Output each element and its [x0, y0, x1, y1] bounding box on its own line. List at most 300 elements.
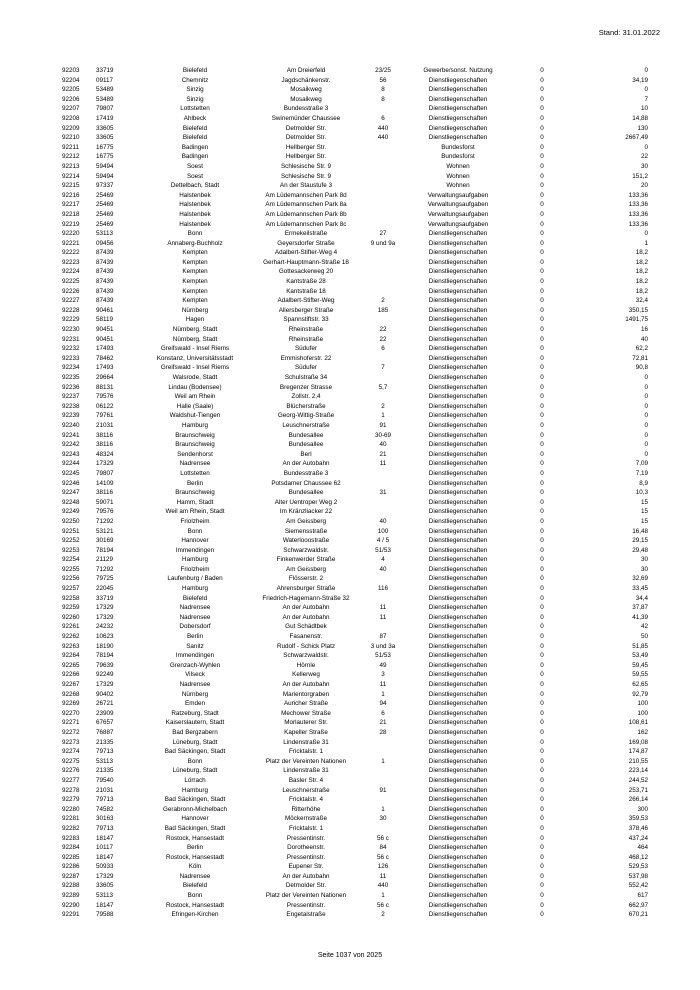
table-cell: 0 [540, 230, 544, 238]
table-cell: Wohnen [446, 162, 470, 170]
table-row [62, 728, 648, 738]
table-cell [358, 594, 408, 604]
table-row [62, 555, 648, 565]
table-cell [358, 469, 408, 479]
table-cell: 92223 [62, 258, 80, 266]
table-cell: Dettelbach, Stadt [170, 182, 220, 190]
table-cell: Halstenbek [179, 191, 211, 199]
table-cell: Friolzheim [180, 565, 210, 573]
table-cell: Gerabronn-Michelbach [162, 805, 228, 813]
table-cell: 92239 [62, 412, 80, 420]
table-cell: 0 [540, 278, 544, 286]
table-cell: Dienstliegenschaften [428, 460, 488, 468]
table-cell: Soest [186, 172, 204, 180]
table-row [62, 287, 648, 297]
table-cell: Geyersdorfer Straße [277, 239, 335, 247]
table-cell: 92230 [62, 326, 80, 334]
table-cell: Rostock, Hansestadt [165, 834, 225, 842]
table-cell: 0 [540, 258, 544, 266]
table-cell: Halstenbek [179, 210, 211, 218]
table-cell: 0 [644, 421, 648, 429]
table-cell: 0 [540, 479, 544, 487]
table-cell: 223,14 [628, 767, 648, 775]
table-cell: 79807 [96, 469, 114, 477]
table-cell: Hamburg [182, 556, 208, 564]
table-cell: Bielefeld [182, 882, 208, 890]
table-cell: 79713 [96, 824, 114, 832]
table-cell: 92288 [62, 882, 80, 890]
table-cell: 92249 [62, 508, 80, 516]
table-cell: Kempten [182, 278, 208, 286]
table-cell: Rostock, Hansestadt [165, 901, 225, 909]
table-cell: 32,4 [635, 297, 648, 305]
table-cell: Kellerweg [292, 671, 320, 679]
table-row [62, 354, 648, 364]
table-cell: 552,42 [628, 882, 648, 890]
table-cell: Dienstliegenschaften [428, 786, 488, 794]
table-cell: 6 [381, 345, 385, 353]
table-cell: 67657 [96, 719, 114, 727]
table-cell: 0 [540, 815, 544, 823]
table-cell: Dienstliegenschaften [428, 892, 488, 900]
table-row [62, 191, 648, 201]
table-cell: Hellberger Str. [285, 153, 327, 161]
table-cell: Dienstliegenschaften [428, 565, 488, 573]
table-cell: Bundesstraße 3 [283, 469, 329, 477]
table-cell: Kempten [182, 297, 208, 305]
table-cell: Dienstliegenschaften [428, 738, 488, 746]
table-cell: Dienstliegenschaften [428, 546, 488, 554]
table-cell: 92226 [62, 287, 80, 295]
table-cell: 97337 [96, 182, 114, 190]
table-cell: 0 [540, 354, 544, 362]
table-cell: Dienstliegenschaften [428, 431, 488, 439]
page-number: Seite 1037 von 2025 [317, 952, 383, 959]
table-cell: 30 [379, 815, 387, 823]
table-cell: 16775 [96, 153, 114, 161]
table-cell: Fricktalstr. 4 [289, 796, 323, 804]
table-cell [358, 354, 408, 364]
table-cell: 92254 [62, 556, 80, 564]
table-cell: Grenzach-Wyhlen [169, 661, 221, 669]
table-cell [358, 738, 408, 748]
table-cell: Schwarzwaldstr. [283, 652, 329, 660]
table-cell: 92217 [62, 201, 80, 209]
table-cell: Dienstliegenschaften [428, 748, 488, 756]
table-cell: 133,36 [628, 191, 648, 199]
table-cell: 185 [377, 306, 389, 314]
table-cell: Mosaikweg [290, 95, 322, 103]
table-cell: Detmolder Str. [285, 134, 327, 142]
table-cell: Lüneburg, Stadt [172, 738, 218, 746]
table-cell: 0 [644, 230, 648, 238]
table-cell: 79807 [96, 105, 114, 113]
table-cell: Bundesallee [288, 431, 324, 439]
table-cell: Efringen-Kirchen [171, 911, 219, 919]
table-cell: 9 und 9a [370, 239, 396, 247]
table-cell: Laufenburg / Baden [167, 575, 223, 583]
table-cell: 34,19 [632, 76, 648, 84]
table-cell: Dienstliegenschaften [428, 527, 488, 535]
table-cell: 50 [640, 633, 648, 641]
table-cell: Zollstr. 2,4 [291, 393, 321, 401]
table-cell: 0 [540, 767, 544, 775]
table-cell: Flösserstr. 2 [288, 575, 324, 583]
table-cell: Dienstliegenschaften [428, 469, 488, 477]
table-cell: 92273 [62, 738, 80, 746]
table-row [62, 805, 648, 815]
table-cell: 0 [540, 239, 544, 247]
table-row [62, 910, 648, 920]
table-cell: Dienstliegenschaften [428, 623, 488, 631]
table-cell: Braunschweig [175, 441, 215, 449]
table-cell: 92244 [62, 460, 80, 468]
table-cell: 91 [379, 421, 387, 429]
table-cell: 51/53 [375, 546, 391, 554]
table-row [62, 459, 648, 469]
table-cell: 90402 [96, 690, 114, 698]
table-row [62, 757, 648, 767]
table-cell: 40 [379, 565, 387, 573]
table-row [62, 709, 648, 719]
table-cell: 0 [540, 335, 544, 343]
table-cell: 266,14 [628, 796, 648, 804]
table-row [62, 402, 648, 412]
table-row [62, 66, 648, 76]
table-cell: 87439 [96, 249, 114, 257]
property-table [62, 66, 648, 920]
table-cell: Hamburg [182, 585, 208, 593]
table-cell: 22 [379, 335, 387, 343]
table-cell: 0 [540, 623, 544, 631]
table-cell: 40 [640, 335, 648, 343]
table-row [62, 680, 648, 690]
table-cell: 0 [540, 594, 544, 602]
table-cell: Halstenbek [179, 220, 211, 228]
table-cell: Finkenwerder Straße [276, 556, 336, 564]
table-cell: Georg-Wittig-Straße [277, 412, 335, 420]
table-row [62, 325, 648, 335]
table-cell [358, 498, 408, 508]
table-cell: 0 [644, 67, 648, 74]
table-cell: Gewerbe/sonst. Nutzung [423, 67, 493, 74]
table-cell: 92263 [62, 642, 80, 650]
table-cell: 23/25 [375, 67, 391, 74]
table-cell: Dienstliegenschaften [428, 450, 488, 458]
table-cell: 6 [381, 114, 385, 122]
table-cell: 92275 [62, 757, 80, 765]
table-cell: 90,8 [635, 364, 648, 372]
table-cell: 0 [540, 201, 544, 209]
table-cell: 0 [540, 153, 544, 161]
table-cell: 51,85 [632, 642, 648, 650]
table-row [62, 76, 648, 86]
table-cell: Nadrensee [179, 460, 211, 468]
table-cell: 34,4 [635, 594, 648, 602]
table-cell: 378,46 [628, 824, 648, 832]
table-cell: 0 [540, 431, 544, 439]
table-cell: 0 [540, 546, 544, 554]
table-cell: 92248 [62, 498, 80, 506]
table-cell: 0 [644, 374, 648, 381]
table-row [62, 498, 648, 508]
table-cell: Im Kränzliacker 22 [279, 508, 333, 516]
table-cell: Dienstliegenschaften [428, 853, 488, 861]
table-cell: 0 [540, 556, 544, 564]
table-cell: Dienstliegenschaften [428, 642, 488, 650]
table-cell: Dienstliegenschaften [428, 594, 488, 602]
table-cell: Dienstliegenschaften [428, 776, 488, 784]
table-cell: 0 [540, 441, 544, 449]
table-cell: 21129 [96, 556, 114, 564]
table-cell: 18147 [96, 901, 114, 909]
table-cell: 17329 [96, 872, 114, 880]
table-cell: Dienstliegenschaften [428, 882, 488, 890]
table-row [62, 229, 648, 239]
table-cell: 0 [540, 143, 544, 151]
table-cell: 15 [640, 517, 648, 525]
table-cell: Auricher Straße [283, 700, 329, 708]
table-cell [358, 479, 408, 489]
table-cell: Eupener Str. [288, 863, 324, 871]
table-cell: Bielefeld [182, 134, 208, 142]
table-cell: Berlin [186, 633, 204, 641]
table-cell: 50933 [96, 863, 114, 871]
table-cell: 18,2 [635, 268, 648, 276]
table-cell: Verwaltungsaufgaben [427, 220, 489, 228]
table-cell: 92291 [62, 911, 80, 919]
table-cell: Dienstliegenschaften [428, 383, 488, 391]
table-cell: 0 [540, 210, 544, 218]
table-cell: 92272 [62, 728, 80, 736]
table-cell: Verwaltungsaufgaben [427, 210, 489, 218]
table-cell: 0 [644, 450, 648, 458]
table-cell: 92283 [62, 834, 80, 842]
table-cell: 92238 [62, 402, 80, 410]
table-cell: 30163 [96, 815, 114, 823]
table-cell: 0 [540, 134, 544, 142]
table-cell [358, 277, 408, 287]
table-cell: Dienstliegenschaften [428, 239, 488, 247]
table-cell: 0 [540, 489, 544, 497]
table-cell: 92215 [62, 182, 80, 190]
table-cell: Siemensstraße [284, 527, 328, 535]
table-cell: Bundesforst [441, 143, 475, 151]
table-cell: Mosaikweg [290, 86, 322, 94]
table-row [62, 363, 648, 373]
table-cell: 17493 [96, 364, 114, 372]
table-cell: 1 [644, 239, 648, 247]
table-cell: 53113 [96, 892, 114, 900]
table-cell: 21335 [96, 738, 114, 746]
table-cell: Dorotheenstr. [287, 844, 325, 852]
table-cell: Greifswald - Insel Riems [160, 364, 230, 372]
table-cell: Weil am Rhein, Stadt [165, 508, 225, 516]
table-row [62, 622, 648, 632]
table-row [62, 181, 648, 191]
table-row [62, 642, 648, 652]
table-cell: Gut Schädtbek [285, 623, 327, 631]
table-cell: Rudolf - Schick Platz [276, 642, 336, 650]
table-cell: 92222 [62, 249, 80, 257]
table-cell: Köln [188, 863, 202, 871]
table-cell: 33605 [96, 882, 114, 890]
table-cell: Dobersdorf [179, 623, 211, 631]
table-cell: 92270 [62, 709, 80, 717]
table-cell: 29,48 [632, 546, 648, 554]
table-cell: Am Lüdemannschen Park 8d [265, 191, 347, 199]
table-cell [358, 248, 408, 258]
table-cell: 92234 [62, 364, 80, 372]
table-cell: 0 [540, 748, 544, 756]
table-cell: 33605 [96, 124, 114, 132]
table-cell: Blücherstraße [286, 402, 326, 410]
table-cell: 0 [540, 95, 544, 103]
table-cell: 74582 [96, 805, 114, 813]
table-cell: 92204 [62, 76, 80, 84]
table-cell: 90461 [96, 306, 114, 314]
table-cell: 151,2 [632, 172, 648, 180]
table-cell: 5,7 [378, 383, 388, 391]
table-cell: Dienstliegenschaften [428, 901, 488, 909]
table-row [62, 901, 648, 911]
table-cell: Dienstliegenschaften [428, 441, 488, 449]
table-cell [358, 373, 408, 383]
table-cell: 92245 [62, 469, 80, 477]
table-cell: Wohnen [446, 172, 470, 180]
table-cell: 87439 [96, 268, 114, 276]
table-cell: 4 [381, 556, 385, 564]
table-cell: 78194 [96, 652, 114, 660]
table-cell: 92243 [62, 450, 80, 458]
table-cell [358, 143, 408, 153]
table-cell: Badingen [181, 153, 209, 161]
table-cell: 21 [379, 719, 387, 727]
table-cell: 79639 [96, 661, 114, 669]
table-cell: Leuschnerstraße [282, 421, 330, 429]
table-cell: 92236 [62, 383, 80, 391]
table-cell: 53113 [96, 230, 114, 238]
table-cell: Sendenhorst [177, 450, 213, 458]
table-cell: 92276 [62, 767, 80, 775]
table-cell: Hörnle [296, 661, 316, 669]
table-cell: Ratzeburg, Stadt [171, 709, 219, 717]
table-cell: 0 [540, 316, 544, 324]
table-cell: 59,45 [632, 661, 648, 669]
table-cell: Lottstetten [180, 105, 210, 113]
table-cell: 92232 [62, 345, 80, 353]
table-cell: 94 [379, 700, 387, 708]
table-cell: Adalbert-Stifter-Weg [277, 297, 335, 305]
table-row [62, 124, 648, 134]
table-cell [358, 104, 408, 114]
table-cell: 0 [540, 738, 544, 746]
table-cell: 18,2 [635, 287, 648, 295]
table-cell: 1 [381, 805, 385, 813]
table-cell: 92265 [62, 661, 80, 669]
table-cell: Engetalstraße [286, 911, 326, 919]
table-cell: 0 [540, 853, 544, 861]
table-cell: Emden [185, 700, 205, 708]
table-cell: 0 [540, 421, 544, 429]
table-cell: 30169 [96, 537, 114, 545]
table-cell: 3 [381, 671, 385, 679]
table-cell: 0 [540, 537, 544, 545]
table-cell: Friedrich-Hagemann-Straße 32 [262, 594, 350, 602]
table-cell: Sinzig [186, 95, 204, 103]
table-cell: Weil am Rhein [174, 393, 216, 401]
table-cell: 92285 [62, 853, 80, 861]
table-row [62, 152, 648, 162]
table-cell: 87439 [96, 258, 114, 266]
table-cell: Am Lüdemannschen Park 8c [265, 220, 347, 228]
table-cell [358, 795, 408, 805]
table-cell: 0 [540, 517, 544, 525]
table-cell [358, 267, 408, 277]
table-cell: Gerhart-Hauptmann-Straße 18 [263, 258, 349, 266]
table-cell: 62,2 [635, 345, 648, 353]
table-cell: 92207 [62, 105, 80, 113]
table-cell: 468,12 [628, 853, 648, 861]
table-cell: 18,2 [635, 249, 648, 257]
table-cell: 92258 [62, 594, 80, 602]
table-cell: 0 [540, 326, 544, 334]
table-cell: Südufer [294, 345, 318, 353]
table-cell: 17329 [96, 681, 114, 688]
table-cell: An der Autobahn [282, 872, 330, 880]
table-cell: 40 [379, 517, 387, 525]
table-cell: 92281 [62, 815, 80, 823]
table-cell: 8 [381, 86, 385, 94]
table-cell: 92241 [62, 431, 80, 439]
table-cell: Dienstliegenschaften [428, 354, 488, 362]
table-cell: Dienstliegenschaften [428, 335, 488, 343]
table-cell: 92251 [62, 527, 80, 535]
table-row [62, 306, 648, 316]
table-cell: Am Lüdemannschen Park 8a [265, 201, 347, 209]
table-cell: 92216 [62, 191, 80, 199]
table-cell: 53489 [96, 95, 114, 103]
table-cell: 78462 [96, 354, 114, 362]
table-cell: 92218 [62, 210, 80, 218]
table-cell [358, 574, 408, 584]
table-cell [358, 172, 408, 182]
table-cell: 0 [644, 412, 648, 420]
table-cell: 11 [379, 613, 387, 621]
table-cell: Dienstliegenschaften [428, 613, 488, 621]
table-row [62, 239, 648, 249]
table-cell: 59494 [96, 172, 114, 180]
table-cell: 53,49 [632, 652, 648, 660]
table-cell: Bad Säckingen, Stadt [164, 824, 226, 832]
table-row [62, 881, 648, 891]
table-cell: 0 [540, 872, 544, 880]
table-cell: 22 [640, 153, 648, 161]
table-cell: 11 [379, 872, 387, 880]
table-cell: Dienstliegenschaften [428, 364, 488, 372]
table-cell: 440 [377, 124, 389, 132]
table-cell [358, 824, 408, 834]
table-cell: 0 [540, 652, 544, 660]
table-cell: 92208 [62, 114, 80, 122]
table-cell: Marientorgraben [282, 690, 330, 698]
table-row [62, 133, 648, 143]
table-cell: Bonn [187, 757, 203, 765]
table-cell: Detmolder Str. [285, 124, 327, 132]
table-cell: 617 [637, 892, 648, 900]
table-cell: Bad Bergzabern [172, 728, 218, 736]
table-cell: An der Autobahn [282, 604, 330, 612]
